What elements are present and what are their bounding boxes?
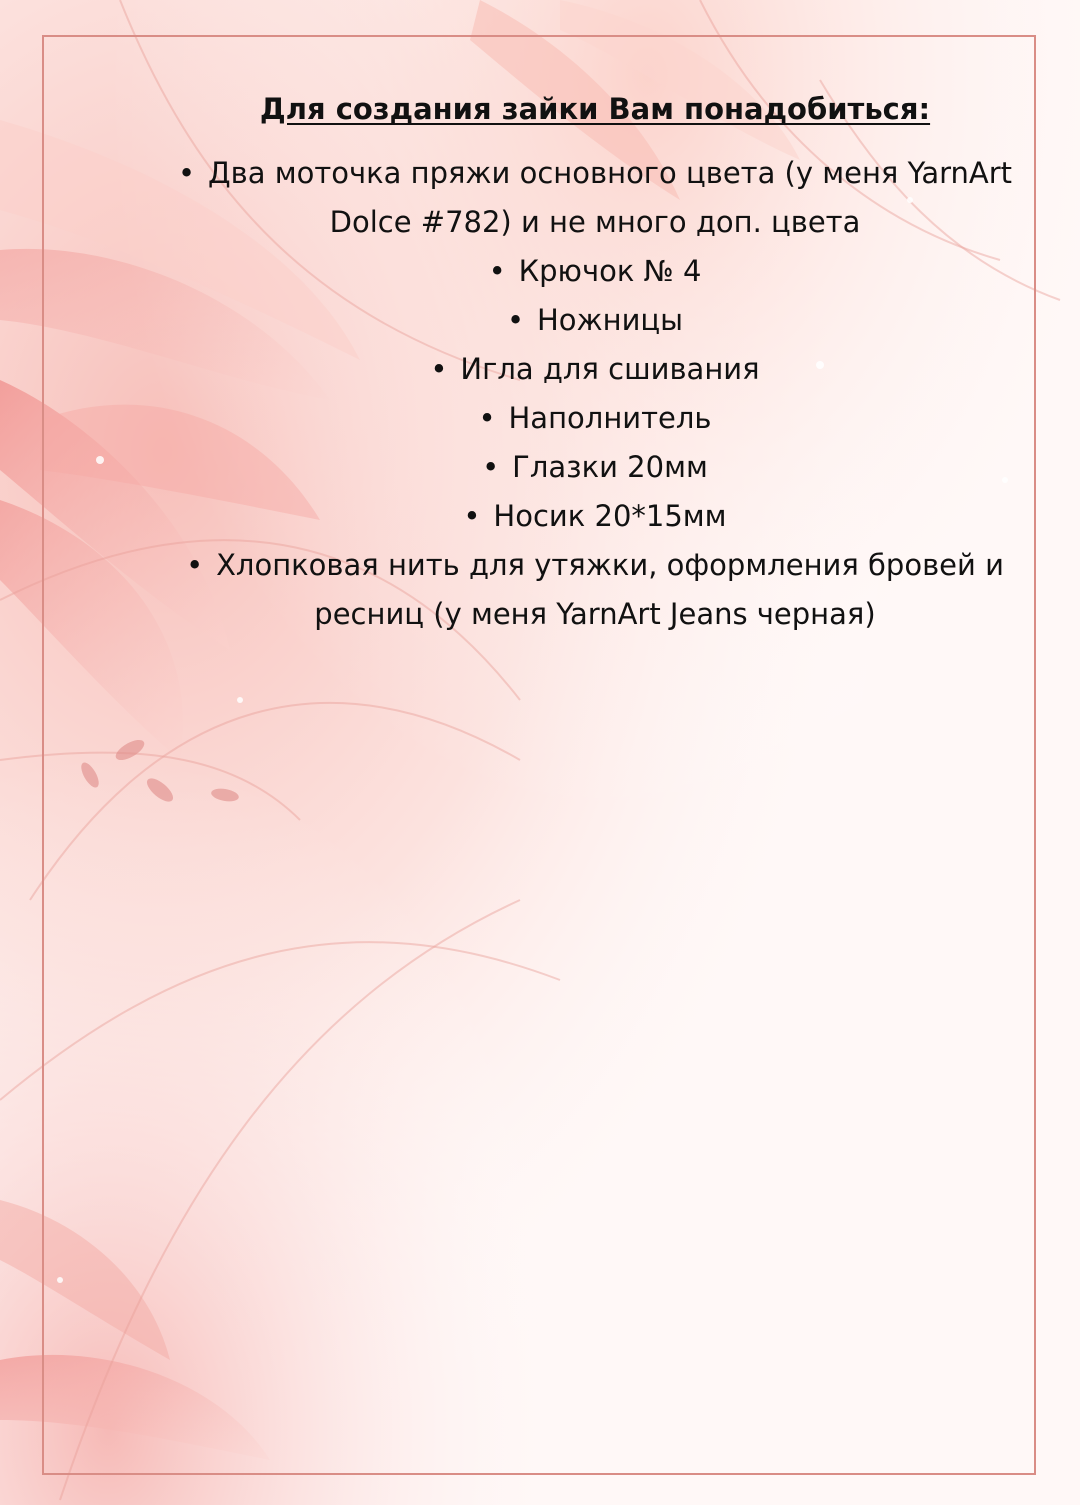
- materials-list: [150, 149, 1040, 639]
- list-item: [150, 394, 1040, 443]
- list-item-text: Ножницы: [536, 302, 684, 337]
- bullet-icon: •: [478, 400, 496, 435]
- bullet-icon: •: [177, 155, 196, 190]
- bullet-icon: •: [186, 547, 204, 582]
- list-item: [150, 492, 1040, 541]
- list-item: [150, 443, 1040, 492]
- list-item-text: Хлопковая нить для утяжки, оформления бровей и ресниц (у меня YarnArt Jeans черная): [216, 547, 1004, 631]
- list-item-text: Крючок № 4: [518, 253, 702, 288]
- bullet-icon: •: [488, 253, 506, 288]
- list-item: [150, 296, 1040, 345]
- list-item: [150, 247, 1040, 296]
- document-content: [150, 92, 1040, 639]
- list-item: [150, 345, 1040, 394]
- list-item-text: Игла для сшивания: [460, 351, 760, 386]
- bullet-icon: •: [506, 302, 525, 337]
- list-item: [150, 541, 1040, 639]
- bullet-icon: •: [482, 449, 500, 484]
- list-item: [150, 149, 1040, 247]
- bullet-icon: •: [430, 351, 448, 386]
- bullet-icon: •: [463, 498, 481, 533]
- list-item-text: Два моточка пряжи основного цвета (у меня YarnArt Dolce #782) и не много доп. цвета: [207, 155, 1013, 239]
- list-item-text: Наполнитель: [508, 400, 712, 435]
- document-title: Для создания зайки Вам понадобиться:: [259, 92, 931, 126]
- list-item-text: Носик 20*15мм: [493, 498, 727, 533]
- list-item-text: Глазки 20мм: [512, 449, 708, 484]
